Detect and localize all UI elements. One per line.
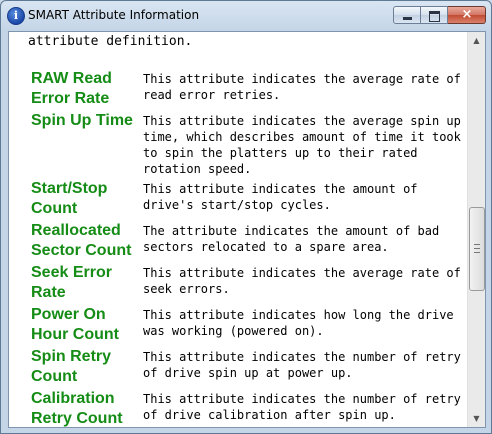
- maximize-icon: [429, 11, 440, 22]
- attribute-description: The attribute indicates the amount of bad sectors relocated to a spare area.: [143, 224, 440, 254]
- attribute-list: [9, 32, 467, 427]
- scroll-thumb[interactable]: [469, 207, 485, 291]
- attribute-description: This attribute indicates the average rate of seek errors.: [143, 266, 461, 296]
- attribute-name: Power On Hour Count: [31, 306, 119, 343]
- attribute-name: Spin Retry Count: [31, 348, 112, 385]
- scroll-up-arrow-icon[interactable]: ▲: [473, 36, 480, 45]
- attribute-description: This attribute indicates the number of retry of drive spin up at power up.: [143, 350, 461, 380]
- vertical-scrollbar[interactable]: [467, 32, 485, 427]
- grip-icon: [474, 244, 480, 253]
- intro-text: attribute definition.: [28, 34, 193, 49]
- attribute-description: This attribute indicates the number of retry of drive calibration after spin up.: [143, 392, 461, 422]
- attribute-description: This attribute indicates how long the drive was working (powered on).: [143, 308, 454, 338]
- attribute-description: This attribute indicates the amount of drive's start/stop cycles.: [143, 182, 418, 212]
- attribute-name: RAW Read Error Rate: [31, 70, 112, 107]
- minimize-button[interactable]: [393, 6, 421, 24]
- window-title: SMART Attribute Information: [28, 8, 200, 22]
- maximize-button[interactable]: [421, 6, 448, 24]
- attribute-name: Start/Stop Count: [31, 180, 108, 217]
- attribute-description: This attribute indicates the average spin up time, which describes amount of time it took to spin the platters up to their rated rotation speed.: [143, 114, 461, 176]
- minimize-icon: [403, 17, 412, 20]
- info-icon: i: [7, 7, 25, 25]
- close-button[interactable]: [448, 6, 486, 24]
- attribute-name: Calibration Retry Count: [31, 390, 123, 427]
- scroll-down-arrow-icon[interactable]: ▼: [473, 414, 480, 423]
- attribute-name: Seek Error Rate: [31, 264, 112, 301]
- close-icon: ×: [461, 7, 473, 22]
- attribute-description: This attribute indicates the average rate of read error retries.: [143, 72, 461, 102]
- title-bar[interactable]: [1, 1, 491, 31]
- attribute-info-panel: [8, 31, 486, 428]
- attribute-name: Reallocated Sector Count: [31, 222, 132, 259]
- attribute-name: Spin Up Time: [31, 112, 133, 129]
